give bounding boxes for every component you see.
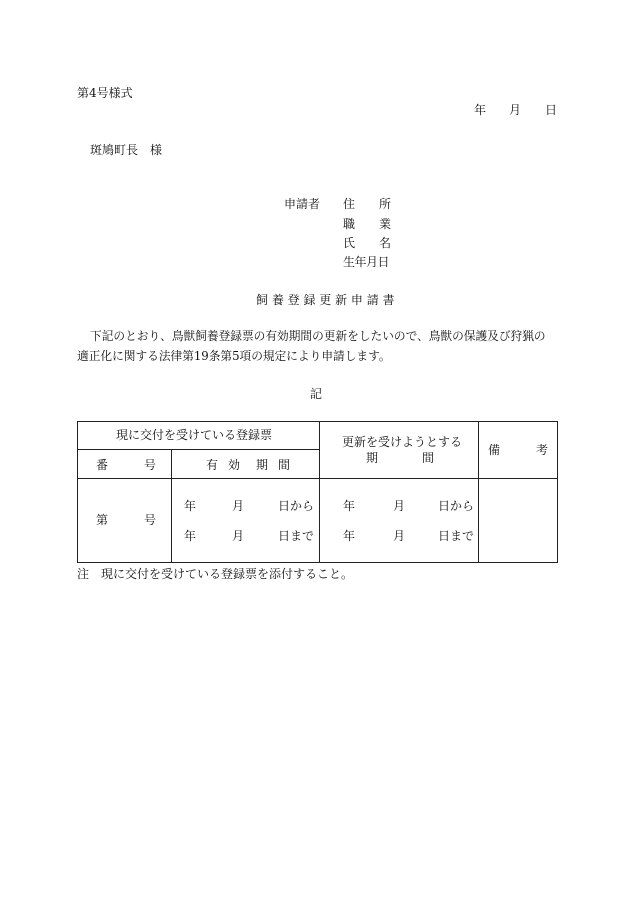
applicant-name-label: 氏 名 [343,236,392,250]
date-day-label: 日 [545,103,558,117]
number-header: 番 号 [78,450,172,479]
addressee: 斑鳩町長 様 [90,143,163,157]
body-text-line-1: 下記のとおり、鳥獣飼養登録票の有効期間の更新をしたいので、鳥獣の保護及び狩猟の [90,329,546,343]
current-validity-cell: 年 月 日から 年 月 日まで [172,479,320,563]
registration-number-cell: 第 号 [78,479,172,563]
body-text-line-2: 適正化に関する法律第19条第5項の規定により申請します。 [77,349,391,363]
document-title: 飼 養 登 録 更 新 申 請 書 [256,293,395,307]
applicant-address-label: 住 所 [343,197,392,211]
date-month-label: 月 [509,103,522,117]
applicant-label: 申請者 [284,197,321,211]
applicant-birthdate-label: 生年月日 [343,255,390,269]
renewal-period-header: 更新を受けようとする 期 間 [320,422,479,479]
current-registration-header: 現に交付を受けている登録票 [78,422,320,450]
date-year-label: 年 [474,103,487,117]
form-number: 第4号様式 [77,86,133,100]
date-line [470,102,560,118]
validity-period-header: 有 効 期 間 [172,450,320,479]
footnote: 注 現に交付を受けている登録票を添付すること。 [77,567,354,581]
ki-heading: 記 [310,387,323,401]
renewal-period-cell: 年 月 日から 年 月 日まで [320,479,479,563]
remarks-header: 備 考 [479,422,558,479]
applicant-occupation-label: 職 業 [343,217,392,231]
remarks-cell [479,479,558,563]
registration-table [77,421,558,563]
